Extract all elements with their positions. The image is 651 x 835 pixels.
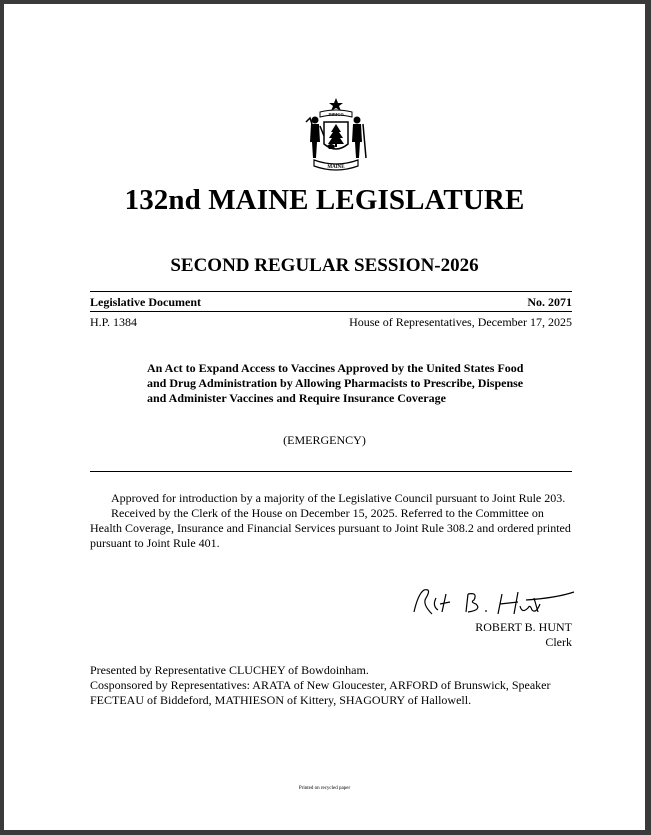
presented-by: Presented by Representative CLUCHEY of Bowdoinham. <box>90 663 369 677</box>
clerk-title: Clerk <box>545 635 572 649</box>
svg-text:DIRIGO: DIRIGO <box>328 112 344 117</box>
clerk-block <box>475 620 572 650</box>
clerk-signature-icon <box>406 584 586 620</box>
clerk-name: ROBERT B. HUNT <box>475 620 572 634</box>
session-title: SECOND REGULAR SESSION-2026 <box>170 255 479 276</box>
legislature-title: 132nd MAINE LEGISLATURE <box>124 184 525 216</box>
sponsor-block <box>90 663 590 708</box>
hp-row <box>90 315 572 330</box>
cosponsored-by: Cosponsored by Representatives: ARATA of New Gloucester, ARFORD of Brunswick, Speaker FECTEAU of Biddeford, MATHIESON of Kittery, SHAGOURY of Hallowell. <box>90 678 551 707</box>
svg-text:Rlt B. Hunt: Rlt B. Hunt <box>406 584 411 585</box>
document-number: No. 2071 <box>527 295 572 309</box>
legislative-document-label: Legislative Document <box>90 295 201 309</box>
act-title: An Act to Expand Access to Vaccines Approved by the United States Food and Drug Administration by Allowing Pharmacists to Prescribe, Dispense and Administer Vaccines and Require Insurance Coverage <box>147 361 524 405</box>
emergency-designation: (EMERGENCY) <box>283 433 366 447</box>
header-rule-top <box>90 291 572 292</box>
procedural-text <box>90 491 572 551</box>
document-label-row <box>90 295 572 310</box>
document-page <box>4 4 645 830</box>
maine-state-seal-icon <box>300 96 372 178</box>
svg-text:MAINE: MAINE <box>327 165 345 170</box>
act-rule <box>90 471 572 472</box>
hp-number: H.P. 1384 <box>90 315 138 329</box>
chamber-date: House of Representatives, December 17, 2025 <box>349 315 572 329</box>
printed-note: Printed on recycled paper <box>298 786 351 791</box>
header-rule-bottom <box>90 311 572 312</box>
received-paragraph: Received by the Clerk of the House on December 15, 2025. Referred to the Committee on Health Coverage, Insurance and Financial Services pursuant to Joint Rule 308.2 and ordered printed pursuant to Joint Rule 401. <box>90 506 571 550</box>
approved-paragraph: Approved for introduction by a majority of the Legislative Council pursuant to Joint Rule 203. <box>111 491 566 505</box>
